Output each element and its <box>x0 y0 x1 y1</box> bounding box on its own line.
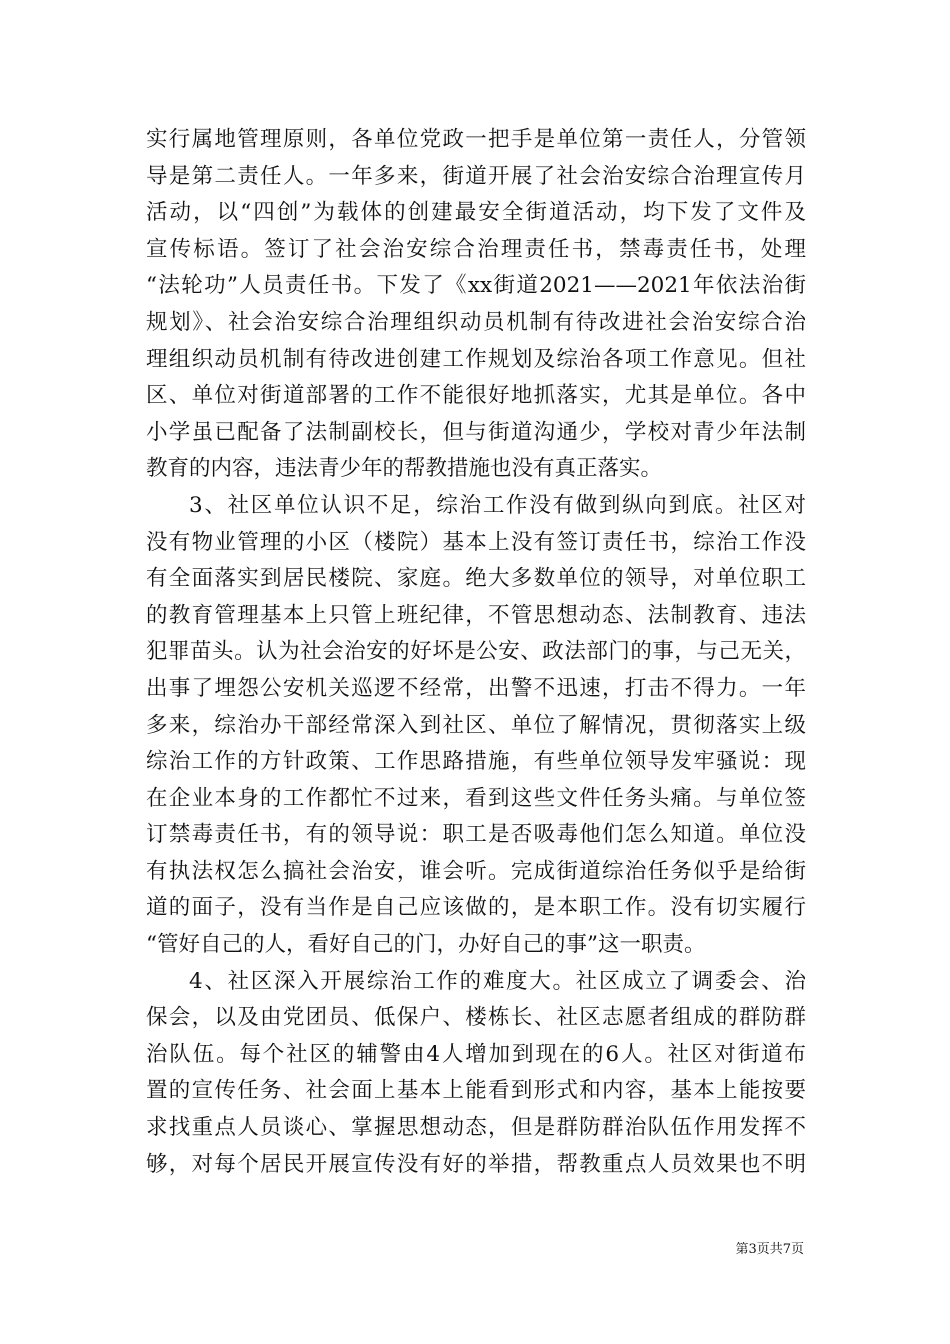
text-line: 多来，综治办干部经常深入到社区、单位了解情况，贯彻落实上级 <box>146 712 806 738</box>
page-number: 第3页共7页 <box>735 1242 804 1257</box>
text-line: 够，对每个居民开展宣传没有好的举措，帮教重点人员效果也不明 <box>146 1151 806 1177</box>
text-line: 在企业本身的工作都忙不过来，看到这些文件任务头痛。与单位签 <box>146 785 806 811</box>
text-line: 实行属地管理原则，各单位党政一把手是单位第一责任人，分管领 <box>146 127 806 152</box>
text-line: 治队伍。每个社区的辅警由4人增加到现在的6人。社区对街道布 <box>146 1041 806 1067</box>
text-line: 教育的内容，违法青少年的帮教措施也没有真正落实。 <box>146 456 663 482</box>
text-line: 没有物业管理的小区（楼院）基本上没有签订责任书，综治工作没 <box>146 529 806 555</box>
body-text <box>146 122 806 1183</box>
text-line: 订禁毒责任书，有的领导说：职工是否吸毒他们怎么知道。单位没 <box>146 822 806 848</box>
text-line: 置的宣传任务、社会面上基本上能看到形式和内容，基本上能按要 <box>146 1078 806 1104</box>
text-line: 保会，以及由党团员、低保户、楼栋长、社区志愿者组成的群防群 <box>146 1005 806 1031</box>
text-line: 有执法权怎么搞社会治安，谁会听。完成街道综治任务似乎是给街 <box>146 858 806 884</box>
text-line: 区、单位对街道部署的工作不能很好地抓落实，尤其是单位。各中 <box>146 383 806 409</box>
text-line: “管好自己的人，看好自己的门，办好自己的事”这一职责。 <box>146 932 706 958</box>
text-line: 导是第二责任人。一年多来，街道开展了社会治安综合治理宣传月 <box>146 163 806 189</box>
text-line: 犯罪苗头。认为社会治安的好坏是公安、政法部门的事，与己无关， <box>146 639 806 665</box>
text-line: 有全面落实到居民楼院、家庭。绝大多数单位的领导，对单位职工 <box>146 566 806 592</box>
text-line: 求找重点人员谈心、掌握思想动态，但是群防群治队伍作用发挥不 <box>146 1115 806 1141</box>
text-line: 宣传标语。签订了社会治安综合治理责任书，禁毒责任书，处理 <box>146 236 806 262</box>
text-line: 活动，以“四创”为载体的创建最安全街道活动，均下发了文件及 <box>146 200 806 226</box>
text-line: 小学虽已配备了法制副校长，但与街道沟通少，学校对青少年法制 <box>146 419 806 445</box>
text-line: 综治工作的方针政策、工作思路措施，有些单位领导发牢骚说：现 <box>146 749 806 775</box>
paragraph-start-line: 3、社区单位认识不足，综治工作没有做到纵向到底。社区对 <box>189 492 806 518</box>
text-line: 规划》、社会治安综合治理组织动员机制有待改进社会治安综合治 <box>146 309 806 335</box>
paragraph-start-line: 4、社区深入开展综治工作的难度大。社区成立了调委会、治 <box>189 968 806 994</box>
text-line: 道的面子，没有当作是自己应该做的，是本职工作。没有切实履行 <box>146 895 806 921</box>
text-line: 理组织动员机制有待改进创建工作规划及综治各项工作意见。但社 <box>146 346 806 372</box>
text-line: 出事了埋怨公安机关巡逻不经常，出警不迅速，打击不得力。一年 <box>146 675 806 701</box>
text-line: “法轮功”人员责任书。下发了《xx街道2021——2021年依法治街 <box>146 273 806 299</box>
text-line: 的教育管理基本上只管上班纪律，不管思想动态、法制教育、违法 <box>146 602 806 628</box>
